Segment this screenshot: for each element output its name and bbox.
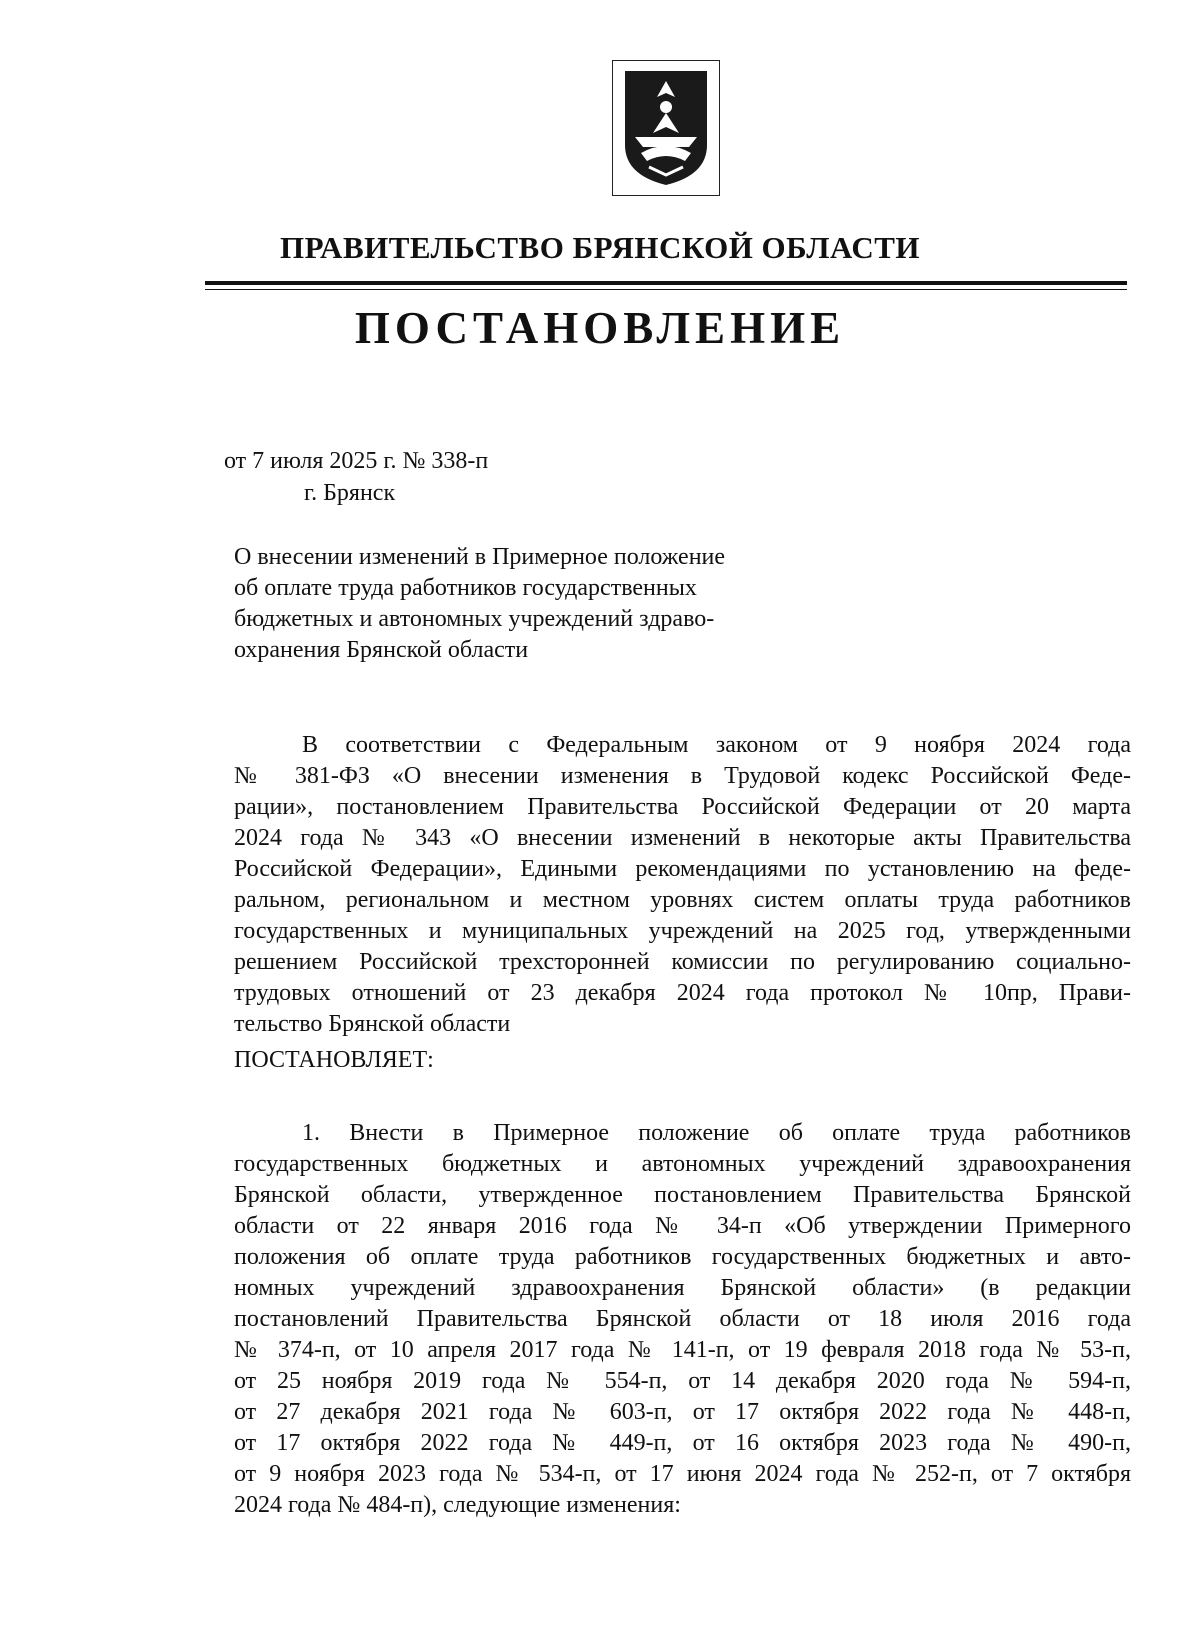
paragraph-line: от 17 октября 2022 года № 449-п, от 16 октября 2023 года № 490-п,	[234, 1430, 1131, 1456]
paragraph-line: государственных и муниципальных учреждений на 2025 год, утвержденными	[234, 918, 1131, 944]
paragraph-line: положения об оплате труда работников государственных бюджетных и авто-	[234, 1244, 1131, 1270]
city-line: г. Брянск	[304, 480, 396, 506]
paragraph-line: решением Российской трехсторонней комиссии по регулированию социально-	[234, 949, 1131, 975]
header-rule-thin	[205, 289, 1127, 290]
document-subject	[234, 542, 794, 666]
paragraph-line: государственных бюджетных и автономных учреждений здравоохранения	[234, 1151, 1131, 1177]
subject-line: об оплате труда работников государственных	[234, 575, 697, 601]
item-1-paragraph	[234, 1118, 1131, 1521]
paragraph-line: рации», постановлением Правительства Российской Федерации от 20 марта	[234, 794, 1131, 820]
paragraph-line: от 9 ноября 2023 года № 534-п, от 17 июня 2024 года № 252-п, от 7 октября	[234, 1461, 1131, 1487]
paragraph-line: Брянской области, утвержденное постановлением Правительства Брянской	[234, 1182, 1131, 1208]
paragraph-line: № 374-п, от 10 апреля 2017 года № 141-п, от 19 февраля 2018 года № 53-п,	[234, 1337, 1131, 1363]
subject-line: бюджетных и автономных учреждений здраво-	[234, 606, 715, 632]
paragraph-line: 2024 года № 484-п), следующие изменения:	[234, 1492, 681, 1518]
paragraph-line: Российской Федерации», Едиными рекомендациями по установлению на феде-	[234, 856, 1131, 882]
date-number-line: от 7 июля 2025 г. № 338-п	[224, 448, 489, 474]
preamble-paragraph	[234, 730, 1131, 1040]
document-type-title: ПОСТАНОВЛЕНИЕ	[354, 303, 846, 353]
paragraph-line: от 27 декабря 2021 года № 603-п, от 17 октября 2022 года № 448-п,	[234, 1399, 1131, 1425]
paragraph-line: номных учреждений здравоохранения Брянской области» (в редакции	[234, 1275, 1131, 1301]
bryansk-coat-of-arms-icon	[619, 67, 713, 189]
subject-line: охранения Брянской области	[234, 637, 529, 663]
decree-word: ПОСТАНОВЛЯЕТ:	[234, 1047, 434, 1073]
paragraph-line: 1. Внести в Примерное положение об оплате труда работников	[302, 1120, 1131, 1146]
paragraph-line: № 381-ФЗ «О внесении изменения в Трудовой кодекс Российской Феде-	[234, 763, 1131, 789]
paragraph-line: ральном, региональном и местном уровнях систем оплаты труда работников	[234, 887, 1131, 913]
paragraph-line: трудовых отношений от 23 декабря 2024 года протокол № 10пр, Прави-	[234, 980, 1131, 1006]
header-rule-thick	[205, 281, 1127, 285]
paragraph-line: от 25 ноября 2019 года № 554-п, от 14 декабря 2020 года № 594-п,	[234, 1368, 1131, 1394]
subject-line: О внесении изменений в Примерное положение	[234, 544, 726, 570]
paragraph-line: тельство Брянской области	[234, 1011, 511, 1037]
paragraph-line: В соответствии с Федеральным законом от 9 ноября 2024 года	[302, 732, 1131, 758]
paragraph-line: области от 22 января 2016 года № 34-п «Об утверждении Примерного	[234, 1213, 1131, 1239]
organization-title: ПРАВИТЕЛЬСТВО БРЯНСКОЙ ОБЛАСТИ	[279, 230, 921, 265]
paragraph-line: 2024 года № 343 «О внесении изменений в некоторые акты Правительства	[234, 825, 1131, 851]
coat-of-arms-emblem	[612, 60, 720, 196]
paragraph-line: постановлений Правительства Брянской области от 18 июля 2016 года	[234, 1306, 1131, 1332]
